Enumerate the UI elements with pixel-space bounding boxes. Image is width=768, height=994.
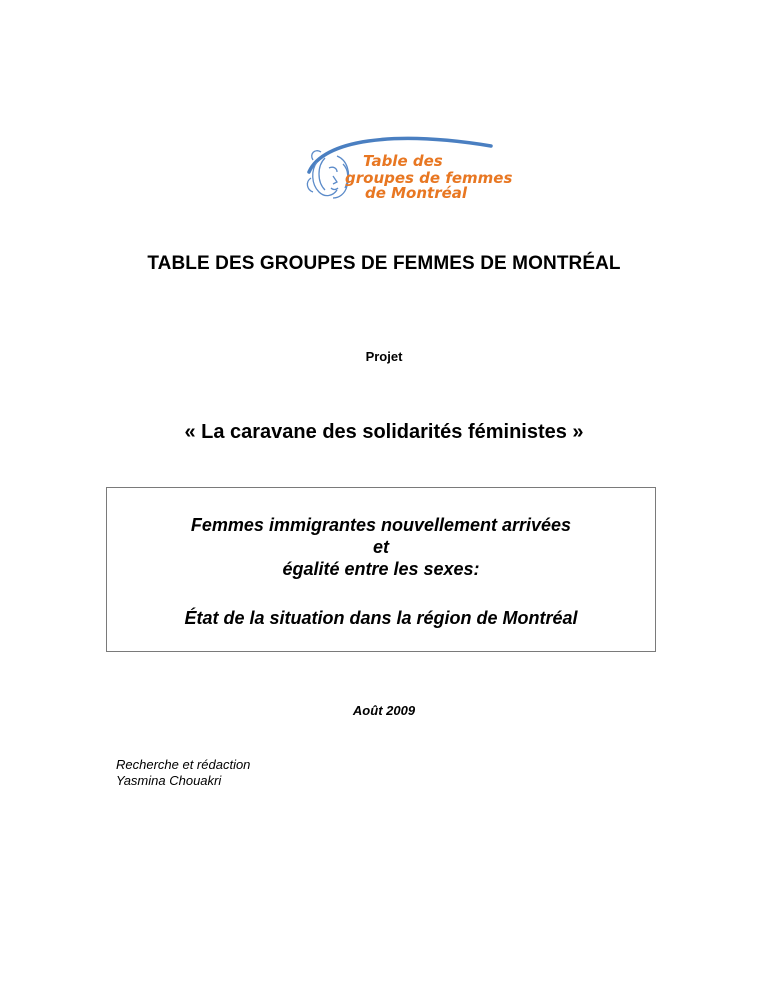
report-title-line2: et bbox=[372, 537, 389, 557]
report-title-line3: égalité entre les sexes: bbox=[282, 559, 480, 579]
logo-text-line2: groupes de femmes bbox=[345, 169, 513, 187]
report-title-box bbox=[106, 487, 656, 652]
project-name: « La caravane des solidarités féministes » bbox=[184, 421, 584, 443]
organization-logo bbox=[303, 132, 513, 208]
organization-title: TABLE DES GROUPES DE FEMMES DE MONTRÉAL bbox=[147, 253, 621, 274]
publication-date: Août 2009 bbox=[352, 703, 416, 718]
report-subtitle: État de la situation dans la région de Montréal bbox=[184, 608, 578, 628]
credits-author: Yasmina Chouakri bbox=[116, 773, 222, 788]
report-title-line1: Femmes immigrantes nouvellement arrivées bbox=[190, 515, 572, 535]
logo-text-line3: de Montréal bbox=[365, 184, 468, 202]
logo-text-line1: Table des bbox=[363, 152, 443, 170]
credits bbox=[116, 757, 250, 789]
project-label: Projet bbox=[365, 349, 403, 364]
credits-role: Recherche et rédaction bbox=[116, 757, 251, 772]
